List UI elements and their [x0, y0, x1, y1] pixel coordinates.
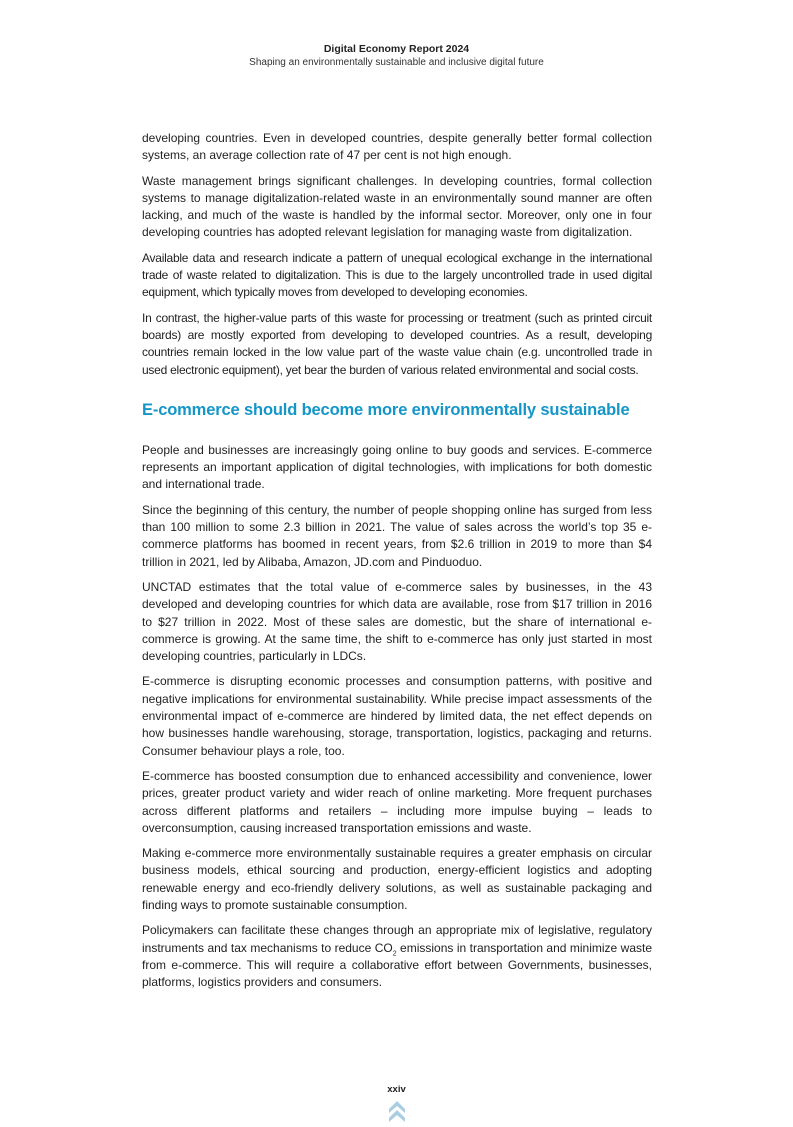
paragraph: Available data and research indicate a pattern of unequal ecological exchange in the international trade of waste related to digitalization. This is due to the largely uncontrolled trade in used digital equipment, which typically moves from developed to developing economies. [142, 250, 652, 300]
paragraph-text: emissions in transportation and minimize waste from e-commerce. This will require a collaborative effort between Governments, businesses, platforms, logistics providers and consumers. [142, 940, 653, 990]
report-title: Digital Economy Report 2024 [323, 43, 470, 55]
paragraph-text: Policymakers can facilitate these changes through an appropriate mix of legislative, regulatory instruments and tax mechanisms to reduce CO [142, 923, 652, 955]
chevron-up-double-icon[interactable] [387, 1100, 407, 1122]
subscript: 2 [392, 949, 397, 957]
paragraph: developing countries. Even in developed countries, despite generally better formal collection systems, an average collection rate of 47 per cent is not high enough. [142, 131, 652, 163]
paragraph: In contrast, the higher-value parts of this waste for processing or treatment (such as printed circuit boards) are mostly exported from developing to developed countries. As a result, developing countries remain locked in the low value part of the waste value chain (e.g. uncontrolled trade in used electronic equipment), yet bear the burden of various related environmental and social costs. [142, 310, 652, 377]
paragraph: Waste management brings significant challenges. In developing countries, formal collection systems to manage digitalization-related waste in an environmentally sound manner are often lacking, and much of the waste is handled by the informal sector. Moreover, only one in four developing countries has adopted relevant legislation for managing waste from digitalization. [142, 173, 652, 240]
paragraph: E-commerce is disrupting economic processes and consumption patterns, with positive and negative implications for environmental sustainability. While precise impact assessments of the environmental impact of e-commerce are hindered by limited data, the net effect depends on how businesses handle warehousing, storage, transportation, logistics, packaging and returns. Consumer behaviour plays a role, too. [142, 674, 652, 758]
page-number: xxiv [387, 1084, 406, 1095]
paragraph: UNCTAD estimates that the total value of e-commerce sales by businesses, in the 43 developed and developing countries for which data are available, rose from $17 trillion in 2016 to $27 trillion in 2022. Most of these sales are domestic, but the share of international e-commerce is growing. At the same time, the shift to e-commerce has only just started in most developing countries, particularly in LDCs. [142, 579, 652, 664]
paragraph: People and businesses are increasingly going online to buy goods and services. E-commerce represents an important application of digital technologies, with implications for both domestic and international trade. [142, 442, 652, 492]
paragraph: E-commerce has boosted consumption due to enhanced accessibility and convenience, lower prices, greater product variety and wider reach of online marketing. More frequent purchases across different platforms and retailers – including more impulse buying – leads to overconsumption, causing increased transportation emissions and waste. [142, 768, 652, 835]
section-heading: E-commerce should become more environmentally sustainable [142, 400, 630, 419]
main-content [142, 130, 652, 999]
paragraph [142, 922, 652, 991]
running-header [0, 42, 793, 70]
paragraph: Since the beginning of this century, the number of people shopping online has surged from less than 100 million to some 2.3 billion in 2021. The value of sales across the world’s top 35 e-commerce platforms has boomed in recent years, from $2.6 trillion in 2019 to more than $4 trillion in 2021, led by Alibaba, Amazon, JD.com and Pinduoduo. [142, 502, 652, 569]
paragraph: Making e-commerce more environmentally sustainable requires a greater emphasis on circular business models, ethical sourcing and production, energy-efficient logistics and adopting renewable energy and eco-friendly delivery solutions, as well as sustainable packaging and finding ways to promote sustainable consumption. [142, 846, 652, 912]
report-subtitle: Shaping an environmentally sustainable and inclusive digital future [249, 57, 544, 68]
